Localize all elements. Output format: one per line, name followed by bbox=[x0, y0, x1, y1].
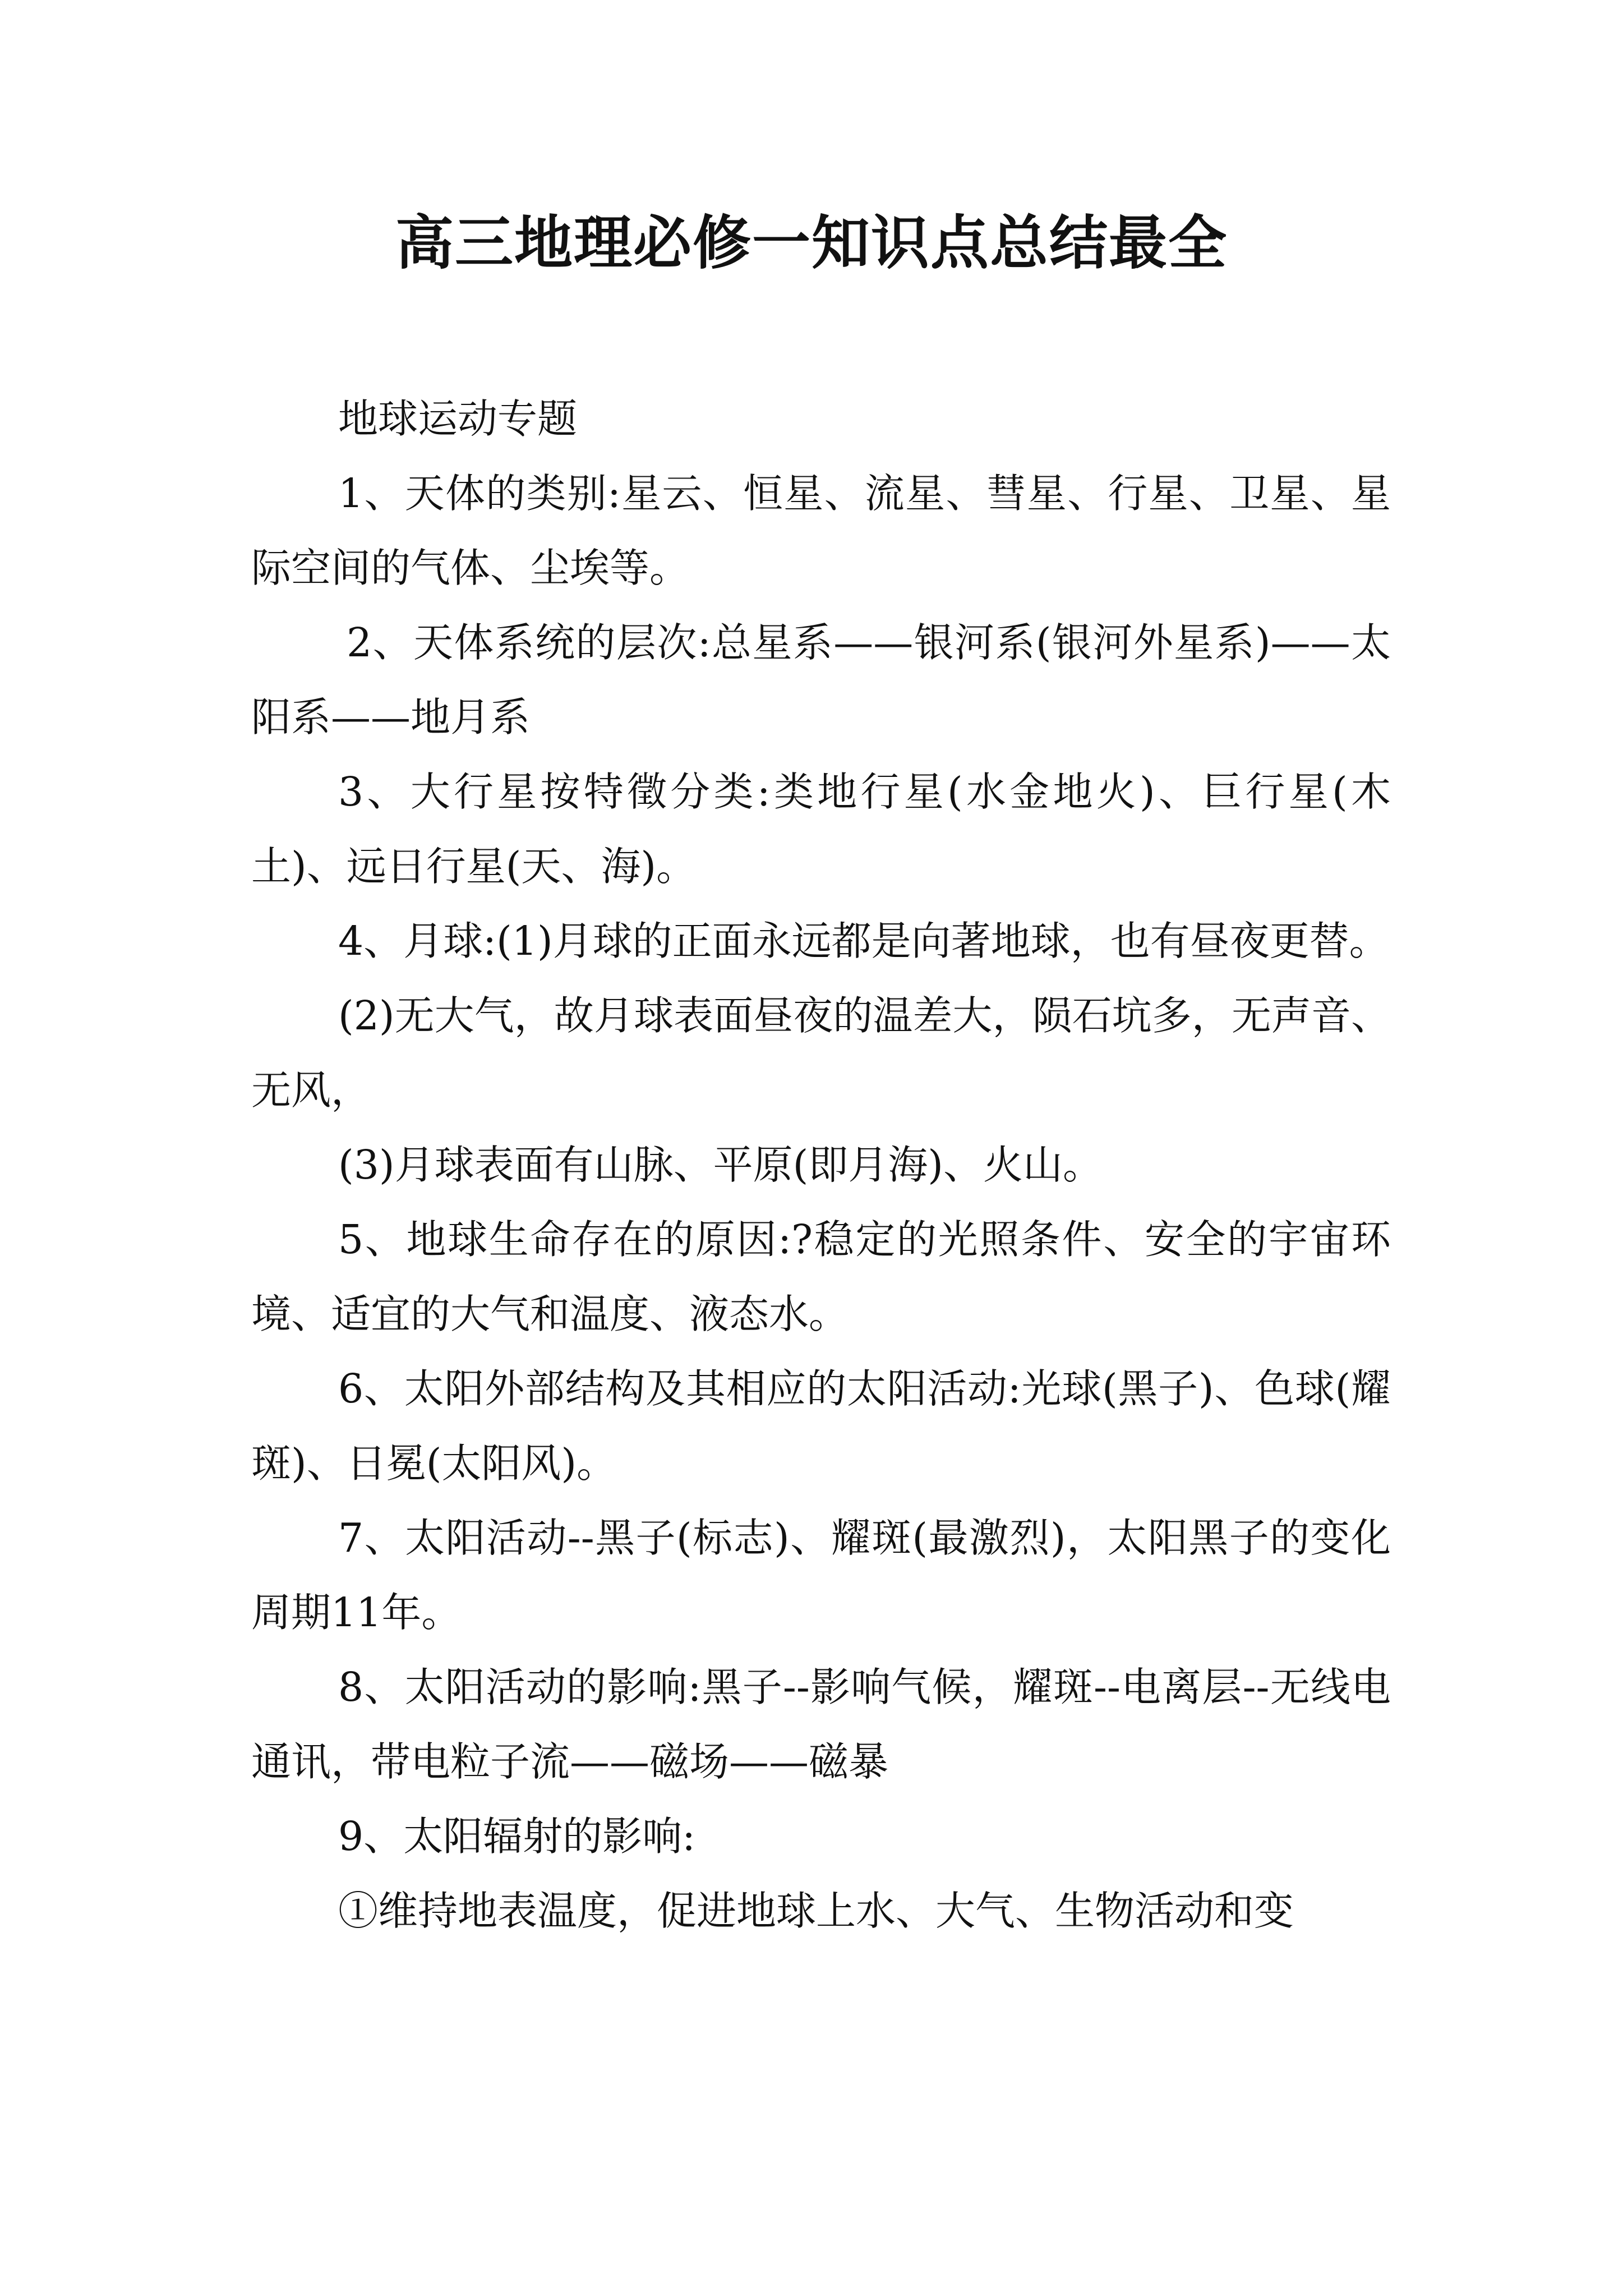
document-title: 高三地理必修一知识点总结最全 bbox=[395, 208, 1228, 277]
paragraph-4-moon: 4、月球:(1)月球的正面永远都是向著地球，也有昼夜更替。 bbox=[338, 918, 1389, 964]
section-heading-earth-motion: 地球运动专题 bbox=[338, 395, 578, 442]
paragraph-7-solar-activity: 7、太阳活动--黑子(标志)、耀斑(最激烈)，太阳黑子的变化周期11年。 bbox=[251, 1515, 1391, 1636]
paragraph-4-moon-sub-3: (3)月球表面有山脉、平原(即月海)、火山。 bbox=[338, 1142, 1103, 1188]
paragraph-3-planet-classification: 3、大行星按特徵分类:类地行星(水金地火)、巨行星(木土)、远日行星(天、海)。 bbox=[251, 769, 1391, 890]
paragraph-4-moon-sub-2: (2)无大气，故月球表面昼夜的温差大，陨石坑多，无声音、无风， bbox=[251, 992, 1391, 1114]
paragraph-8-solar-activity-impact: 8、太阳活动的影响:黑子--影响气候，耀斑--电离层--无线电通讯，带电粒子流——磁场——磁暴 bbox=[251, 1664, 1391, 1785]
paragraph-2-celestial-systems: 2、天体系统的层次:总星系——银河系(银河外星系)——太阳系——地月系 bbox=[251, 619, 1391, 740]
paragraph-6-sun-structure: 6、太阳外部结构及其相应的太阳活动:光球(黑子)、色球(耀斑)、日冕(太阳风)。 bbox=[251, 1365, 1391, 1487]
paragraph-9-solar-radiation: 9、太阳辐射的影响: bbox=[338, 1813, 696, 1860]
paragraph-9-item-1: ①维持地表温度，促进地球上水、大气、生物活动和变 bbox=[338, 1888, 1294, 1934]
paragraph-1-celestial-types: 1、天体的类别:星云、恒星、流星、彗星、行星、卫星、星际空间的气体、尘埃等。 bbox=[251, 470, 1391, 591]
paragraph-5-life-conditions: 5、地球生命存在的原因:?稳定的光照条件、安全的宇宙环境、适宜的大气和温度、液态水。 bbox=[251, 1216, 1391, 1337]
document-body bbox=[251, 381, 1391, 1948]
